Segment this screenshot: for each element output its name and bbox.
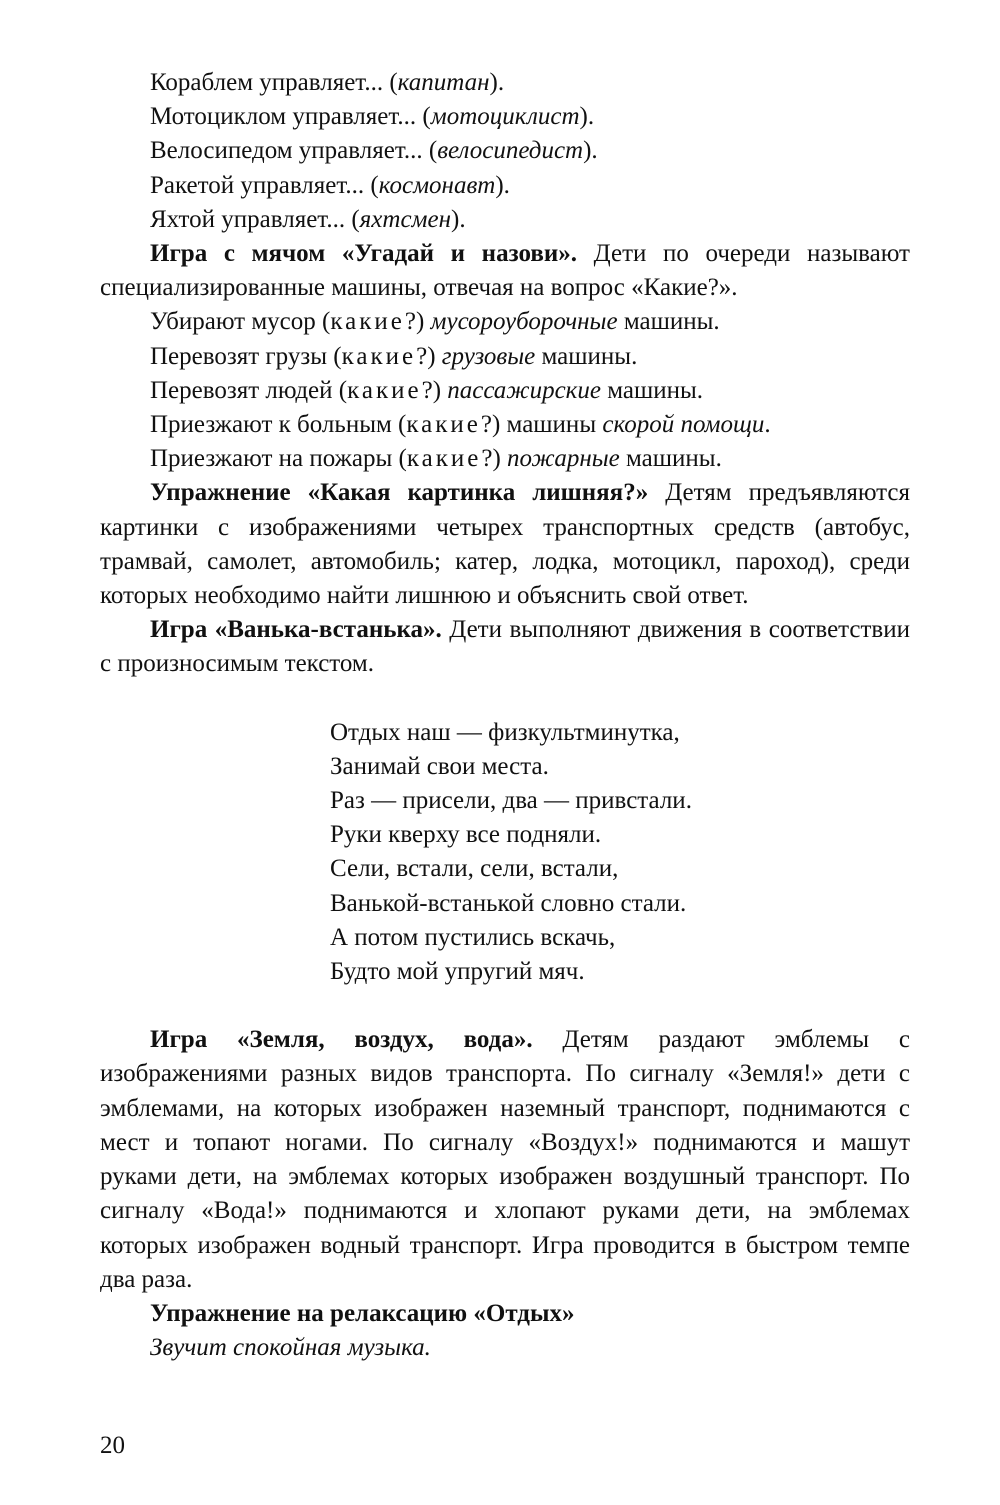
game-elements-title: Игра «Земля, воздух, вода». — [150, 1026, 533, 1054]
vehicle-line: Яхтой управляет... (яхтсмен). — [150, 205, 466, 233]
poem-line: Будто мой упругий мяч. — [330, 958, 585, 986]
poem-line: Руки кверху все подняли. — [330, 821, 602, 849]
machine-line: Перевозят грузы (какие?) грузовые машины. — [150, 342, 638, 370]
machine-line: Приезжают на пожары (какие?) пожарные машины. — [150, 445, 722, 473]
machine-line: Убирают мусор (какие?) мусороуборочные машины. — [150, 308, 720, 336]
page-number: 20 — [100, 1432, 125, 1459]
vehicle-line: Кораблем управляет... (капитан). — [150, 69, 505, 96]
poem-line: Раз — присели, два — привстали. — [330, 787, 692, 815]
vehicle-line: Мотоциклом управляет... (мотоциклист). — [150, 103, 595, 131]
vehicle-line: Ракетой управляет... (космонавт). — [150, 171, 510, 199]
poem-line: Ванькой-встанькой словно стали. — [330, 889, 687, 917]
game-vanka-title: Игра «Ванька-встанька». — [150, 616, 442, 644]
exercise-extra-title: Упражнение «Какая картинка лишняя?» — [150, 479, 649, 507]
game-vanka-paragraph: Игра «Ванька-встанька». Дети выполняют движения в соответствии с произносимым текстом. — [100, 616, 910, 678]
poem-line: Сели, встали, сели, встали, — [330, 855, 619, 883]
poem-line: А потом пустились вскачь, — [330, 923, 616, 951]
game-elements-paragraph: Игра «Земля, воздух, вода». Детям раздают эмблемы с изображениями разных видов транспорта. По сигналу «Земля!» дети с эмблемами, на которых изображен наземный транспорт, поднимаются с мест и топают ногами. По сигналу «Воздух!» поднимаются и машут руками дети, на эмблемах которых изображен воздушный транспорт. По сигналу «Вода!» поднимаются и хлопают руками дети, на эмблемах которых изображен водный транспорт. Игра проводится в быстром темпе два раза. — [100, 1026, 910, 1293]
page-body — [100, 66, 910, 1365]
machine-line: Перевозят людей (какие?) пассажирские машины. — [150, 376, 704, 404]
exercise-extra-paragraph: Упражнение «Какая картинка лишняя?» Детям предъявляются картинки с изображениями четырех транспортных средств (автобус, трамвай, самолет, автомобиль; катер, лодка, мотоцикл, пароход), среди которых необходимо найти лишнюю и объяснить свой ответ. — [100, 479, 910, 610]
machine-line: Приезжают к больным (какие?) машины скорой помощи. — [150, 411, 771, 439]
vehicle-line: Велосипедом управляет... (велосипедист). — [150, 137, 598, 165]
poem-line: Отдых наш — физкультминутка, — [330, 718, 680, 746]
poem-line: Занимай свои места. — [330, 752, 549, 780]
poem — [100, 716, 910, 990]
exercise-relax-title: Упражнение на релаксацию «Отдых» — [150, 1299, 575, 1327]
game-guess-paragraph: Игра с мячом «Угадай и назови». Дети по очереди называют специализированные машины, отвечая на вопрос «Какие?». — [100, 240, 910, 302]
exercise-relax-note: Звучит спокойная музыка. — [150, 1334, 431, 1362]
game-guess-title: Игра с мячом «Угадай и назови». — [150, 240, 578, 268]
